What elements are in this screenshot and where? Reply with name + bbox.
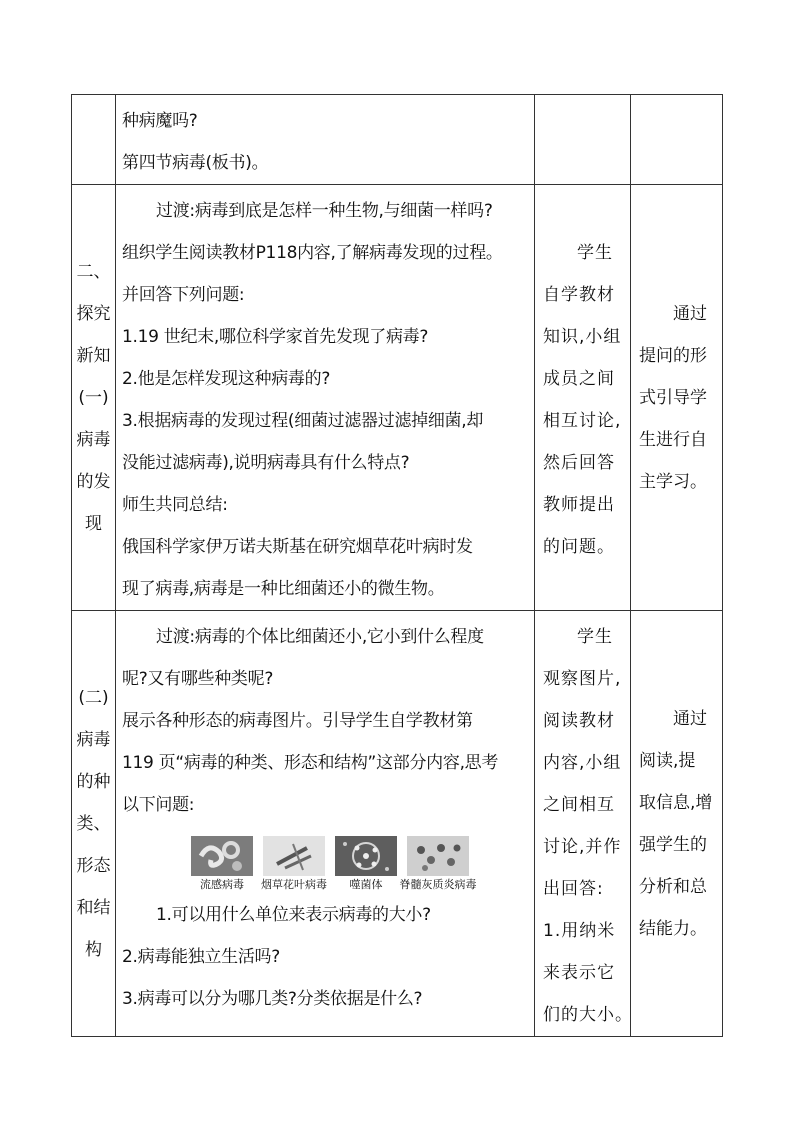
student-line: 1.用纳米 bbox=[543, 921, 616, 941]
intent-line: 式引导学 bbox=[639, 387, 707, 408]
content-line: 俄国科学家伊万诺夫斯基在研究烟草花叶病时发 bbox=[122, 537, 473, 557]
question-line: 1.19 世纪末,哪位科学家首先发现了病毒? bbox=[122, 327, 429, 347]
question-line: 3.根据病毒的发现过程(细菌过滤器过滤掉细菌,却 bbox=[122, 411, 484, 431]
content-cell bbox=[116, 95, 535, 185]
design-intent-cell bbox=[631, 611, 723, 1037]
student-line: 阅读教材 bbox=[543, 711, 615, 731]
content-line: 过渡:病毒到底是怎样一种生物,与细菌一样吗? bbox=[156, 201, 493, 221]
student-line: 知识,小组 bbox=[543, 327, 622, 347]
student-line: 出回答: bbox=[543, 879, 604, 899]
stage-label: 类、 bbox=[76, 813, 111, 834]
intent-line: 取信息,增 bbox=[639, 792, 713, 813]
figure-bacteriophage bbox=[334, 836, 398, 894]
figure-caption: 脊髓灰质炎病毒 bbox=[399, 878, 477, 891]
intent-line: 通过 bbox=[673, 303, 707, 324]
figure-caption: 烟草花叶病毒 bbox=[261, 878, 327, 891]
student-line: 观察图片, bbox=[543, 669, 622, 689]
poliovirus-micrograph-icon bbox=[407, 836, 469, 876]
student-activity-cell bbox=[535, 185, 631, 611]
content-cell bbox=[116, 185, 535, 611]
figure-caption: 噬菌体 bbox=[349, 878, 383, 891]
student-line: 们的大小。 bbox=[543, 1005, 633, 1025]
content-line: 119 页“病毒的种类、形态和结构”这部分内容,思考 bbox=[122, 753, 499, 773]
figure-influenza bbox=[190, 836, 254, 894]
student-line: 学生 bbox=[577, 627, 613, 647]
stage-cell bbox=[72, 95, 116, 185]
stage-label: 形态 bbox=[76, 855, 111, 876]
question-line: 2.他是怎样发现这种病毒的? bbox=[122, 369, 331, 389]
content-line: 师生共同总结: bbox=[122, 495, 228, 515]
intent-line: 结能力。 bbox=[639, 918, 707, 939]
content-line: 第四节病毒(板书)。 bbox=[122, 153, 269, 173]
influenza-virus-micrograph-icon bbox=[191, 836, 253, 876]
figure-poliovirus bbox=[399, 836, 477, 894]
content-line: 并回答下列问题: bbox=[122, 285, 245, 305]
question-line: 2.病毒能独立生活吗? bbox=[122, 947, 280, 967]
content-line: 组织学生阅读教材P118内容,了解病毒发现的过程。 bbox=[122, 243, 503, 263]
student-line: 然后回答 bbox=[543, 453, 615, 473]
student-line: 学生 bbox=[577, 243, 613, 263]
intent-line: 强学生的 bbox=[639, 834, 707, 855]
stage-label: 构 bbox=[85, 939, 102, 960]
lesson-plan-table bbox=[71, 94, 723, 1037]
tobacco-mosaic-virus-micrograph-icon bbox=[263, 836, 325, 876]
stage-label: 探究 bbox=[76, 303, 111, 324]
bacteriophage-micrograph-icon bbox=[335, 836, 397, 876]
content-line: 呢?又有哪些种类呢? bbox=[122, 669, 274, 689]
stage-label: 和结 bbox=[76, 897, 111, 918]
table-row bbox=[72, 611, 723, 1037]
stage-label: 病毒 bbox=[76, 729, 111, 750]
student-line: 讨论,并作 bbox=[543, 837, 622, 857]
stage-label: 二、 bbox=[76, 261, 111, 282]
content-line: 过渡:病毒的个体比细菌还小,它小到什么程度 bbox=[156, 627, 484, 647]
question-line: 3.病毒可以分为哪几类?分类依据是什么? bbox=[122, 989, 423, 1009]
stage-label: 的种 bbox=[76, 771, 111, 792]
intent-line: 阅读,提 bbox=[639, 750, 696, 771]
stage-label: (二) bbox=[78, 687, 109, 708]
content-line: 现了病毒,病毒是一种比细菌还小的微生物。 bbox=[122, 579, 445, 599]
student-line: 自学教材 bbox=[543, 285, 615, 305]
virus-figure-row bbox=[180, 836, 480, 894]
student-line: 来表示它 bbox=[543, 963, 615, 983]
intent-line: 主学习。 bbox=[639, 471, 707, 492]
student-line: 相互讨论, bbox=[543, 411, 622, 431]
intent-line: 生进行自 bbox=[639, 429, 707, 450]
stage-label: 现 bbox=[85, 513, 102, 534]
intent-line: 分析和总 bbox=[639, 876, 707, 897]
table-row bbox=[72, 95, 723, 185]
figure-caption: 流感病毒 bbox=[200, 878, 244, 891]
content-line: 展示各种形态的病毒图片。引导学生自学教材第 bbox=[122, 711, 473, 731]
figure-tobacco-mosaic bbox=[262, 836, 326, 894]
question-line: 1.可以用什么单位来表示病毒的大小? bbox=[156, 905, 431, 925]
content-line: 以下问题: bbox=[122, 795, 195, 815]
question-line: 没能过滤病毒),说明病毒具有什么特点? bbox=[122, 453, 410, 473]
table-row bbox=[72, 185, 723, 611]
design-intent-cell bbox=[631, 95, 723, 185]
intent-line: 通过 bbox=[673, 708, 707, 729]
content-line: 种病魔吗? bbox=[122, 111, 198, 131]
student-line: 的问题。 bbox=[543, 537, 615, 557]
stage-label: (一) bbox=[78, 387, 109, 408]
student-line: 内容,小组 bbox=[543, 753, 622, 773]
stage-cell bbox=[72, 611, 116, 1037]
student-line: 之间相互 bbox=[543, 795, 615, 815]
stage-label: 病毒 bbox=[76, 429, 111, 450]
content-cell bbox=[116, 611, 535, 1037]
intent-line: 提问的形 bbox=[639, 345, 707, 366]
student-activity-cell bbox=[535, 611, 631, 1037]
design-intent-cell bbox=[631, 185, 723, 611]
student-activity-cell bbox=[535, 95, 631, 185]
student-line: 教师提出 bbox=[543, 495, 615, 515]
stage-label: 新知 bbox=[76, 345, 111, 366]
student-line: 成员之间 bbox=[543, 369, 615, 389]
stage-cell bbox=[72, 185, 116, 611]
stage-label: 的发 bbox=[76, 471, 111, 492]
